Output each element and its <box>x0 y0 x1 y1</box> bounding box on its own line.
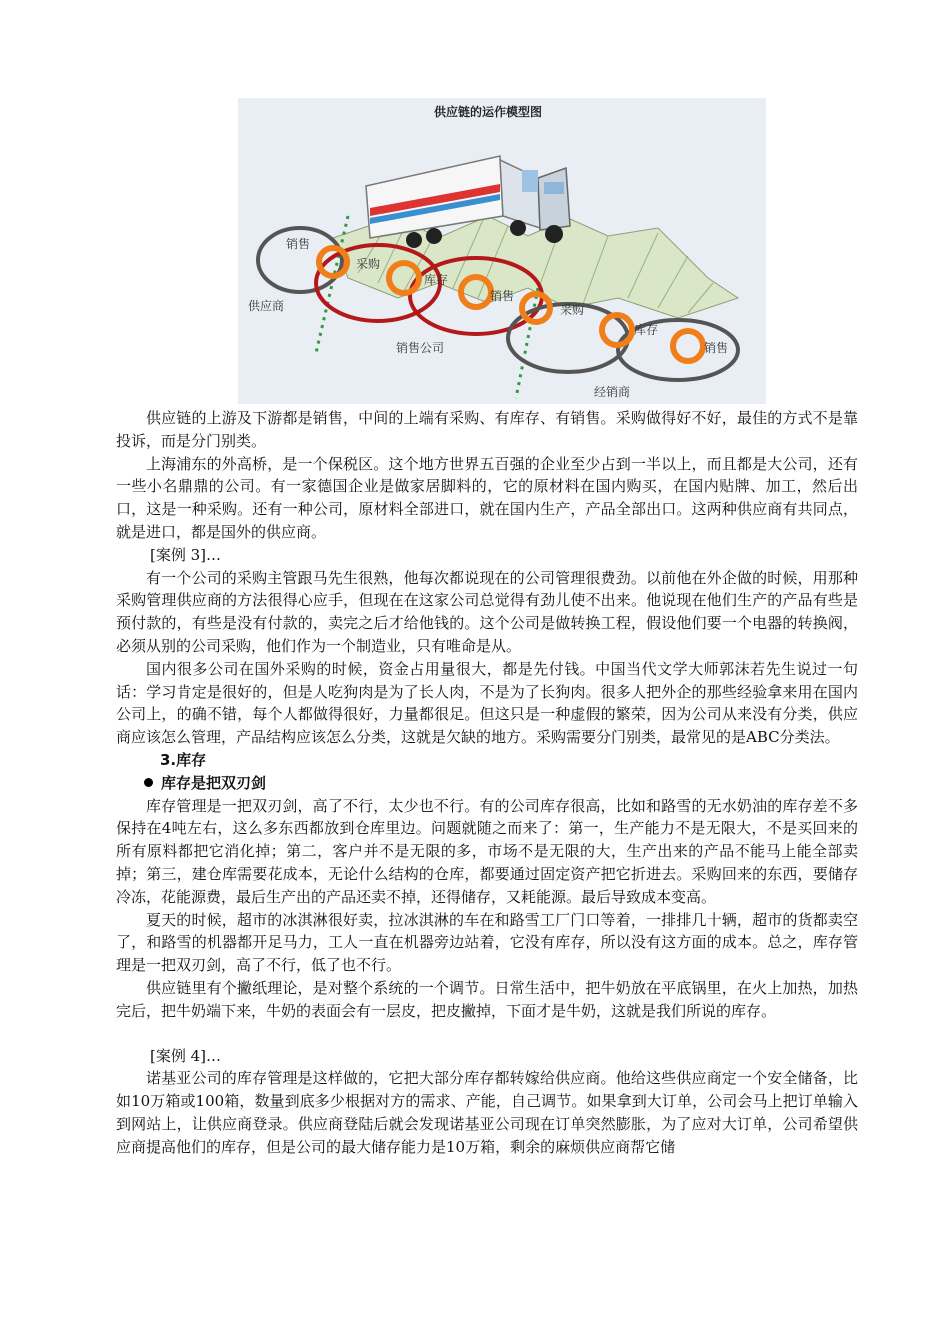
label-inventory-right: 库存 <box>634 323 659 337</box>
supply-chain-figure <box>238 98 766 404</box>
blank-line <box>116 1023 858 1045</box>
link-circle-6 <box>673 331 703 361</box>
supply-chain-diagram <box>238 98 766 404</box>
case-4-label: [案例 4]… <box>150 1046 222 1065</box>
paragraph-upstream-downstream: 供应链的上游及下游都是销售，中间的上端有采购、有库存、有销售。采购做得好不好，最佳的方式不是靠投诉，而是分门别类。 <box>116 409 858 450</box>
label-purchase-left: 采购 <box>356 257 381 271</box>
paragraph-waigaoqiao: 上海浦东的外高桥，是一个保税区。这个地方世界五百强的企业至少占到一半以上，而且都是大公司，还有一些小名鼎鼎的公司。有一家德国企业是做家居脚料的，它的原材料在国内购买，在国内贴牌、加工，然后出口，这是一种采购。还有一种公司，原材料全部进口，就在国内生产，产品全部出口。这两种供应商有共同点，就是进口，都是国外的供应商。 <box>116 454 858 541</box>
paragraph-case-3: 有一个公司的采购主管跟马先生很熟，他每次都说现在的公司管理很费劲。以前他在外企做的时候，用那种采购管理供应商的方法很得心应手，但现在在这家公司总觉得有劲儿使不出来。他说现在他们生产的产品有些是预付款的，有些是没有付款的，卖完之后才给他钱的。这个公司是做转换工程，假设他们要一个电器的转换阀，必须从别的公司采购，他们作为一个制造业，只有唯命是从。 <box>116 568 858 655</box>
bullet-heading <box>116 772 858 795</box>
section-heading-inventory: 3.库存 <box>160 750 207 769</box>
paragraph-abc-classification: 国内很多公司在国外采购的时候，资金占用量很大，都是先付钱。中国当代文学大师郭沫若先生说过一句话：学习肯定是很好的，但是人吃狗肉是为了长人肉，不是为了长狗肉。很多人把外企的那些经验拿来用在国内公司上，的确不错，每个人都做得很好，力量都很足。但这只是一种虚假的繁荣，因为公司从来没有分类，供应商应该怎么管理，产品结构应该怎么分类，这就是欠缺的地方。采购需要分门别类，最常见的是ABC分类法。 <box>116 659 858 747</box>
label-sales-right: 销售 <box>704 341 729 355</box>
bullet-heading-text: 库存是把双刃剑 <box>161 773 267 792</box>
label-inventory-mid: 库存 <box>424 273 449 287</box>
label-sales-left: 销售 <box>286 237 311 251</box>
paragraph-nokia: 诺基亚公司的库存管理是这样做的，它把大部分库存都转嫁给供应商。他给这些供应商定一个安全储备，比如10万箱或100箱，数量到底多少根据对方的需求、产能，自己调节。如果拿到大订单，公司会马上把订单输入到网站上，让供应商登录。供应商登陆后就会发现诺基亚公司现在订单突然膨胀，为了应对大订单，公司希望供应商提高他们的库存，但是公司的最大储存能力是10万箱，剩余的麻烦供应商帮它储 <box>116 1069 858 1156</box>
case-3-label: [案例 3]… <box>150 545 222 564</box>
paragraph-skimming-theory: 供应链里有个撇纸理论，是对整个系统的一个调节。日常生活中，把牛奶放在平底锅里，在火上加热，加热完后，把牛奶端下来，牛奶的表面会有一层皮，把皮撇掉，下面才是牛奶，这就是我们所说的库存。 <box>116 978 858 1020</box>
label-sales-company: 销售公司 <box>396 341 445 355</box>
body-text <box>116 407 858 1159</box>
label-supplier: 供应商 <box>248 299 285 313</box>
label-distributor: 经销商 <box>594 385 631 399</box>
figure-title: 供应链的运作模型图 <box>434 105 543 119</box>
divider-right <box>516 288 538 398</box>
label-purchase-right: 采购 <box>560 303 585 317</box>
paragraph-double-edged-sword: 库存管理是一把双刃剑，高了不行，太少也不行。有的公司库存很高，比如和路雪的无水奶油的库存差不多保持在4吨左右，这么多东西都放到仓库里边。问题就随之而来了：第一，生产能力不是无限大，不是买回来的所有原料都把它消化掉；第二，客户并不是无限的多，市场不是无限的大，生产出来的产品不能马上能全部卖掉；第三，建仓库需要花成本，无论什么结构的仓库，都要通过固定资产把它折进去。采购回来的东西，要储存冷冻，花能源费，最后生产出的产品还卖不掉，还得储存，又耗能源。最后导致成本变高。 <box>116 796 858 906</box>
label-sales-mid: 销售 <box>490 289 515 303</box>
bullet-icon <box>144 778 153 787</box>
paragraph-ice-cream: 夏天的时候，超市的冰淇淋很好卖，拉冰淇淋的车在和路雪工厂门口等着，一排排几十辆，超市的货都卖空了，和路雪的机器都开足马力，工人一直在机器旁边站着，它没有库存，所以没有这方面的成本。总之，库存管理是一把双刃剑，高了不行，低了也不行。 <box>116 910 858 975</box>
